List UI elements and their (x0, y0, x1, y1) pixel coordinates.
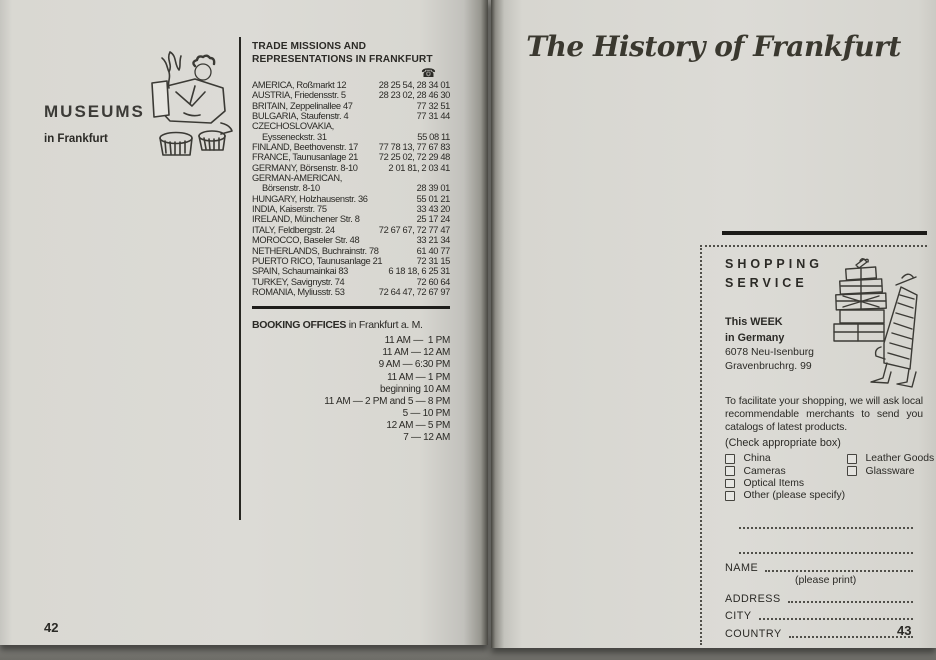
trade-mission-row (252, 287, 450, 297)
phone-icon-row (252, 66, 450, 80)
form-field (725, 625, 923, 640)
checkbox[interactable] (725, 491, 735, 501)
trade-mission-row (252, 101, 450, 111)
trade-mission-row (252, 256, 450, 266)
museums-subheading: in Frankfurt (44, 133, 108, 145)
trade-mission-label: GERMANY, Börsenstr. 8-10 (252, 162, 358, 173)
trade-mission-phone: 77 31 44 (416, 111, 450, 122)
booking-line-hours: 11 AM — 2 PM and 5 — 8 PM (324, 395, 450, 407)
shopping-service-box (700, 245, 935, 645)
booking-line-hours: 7 — 12 AM (403, 431, 450, 443)
checkbox-label: Optical Items (743, 477, 805, 489)
museum-listings (44, 196, 240, 206)
trade-mission-label: AMERICA, Roßmarkt 12 (252, 80, 347, 90)
trade-mission-label: IRELAND, Münchener Str. 8 (252, 214, 360, 225)
trade-mission-row (252, 90, 450, 100)
booking-line (252, 408, 450, 420)
checkbox-label: Other (please specify) (743, 490, 846, 502)
trade-mission-label: ITALY, Feldbergstr. 24 (252, 224, 335, 235)
shopping-intro-text: To facilitate your shopping, we will ask local recommendable merchants to send you catalogs of latest products. (725, 394, 923, 434)
booking-line-hours: 9 AM — 6:30 PM (378, 359, 450, 371)
shopping-address-line2: Gravenbruchrg. 99 (725, 361, 812, 372)
trade-mission-label: INDIA, Kaiserstr. 75 (252, 204, 327, 215)
form-write-line[interactable] (765, 561, 913, 572)
trade-mission-label: GERMAN-AMERICAN, (252, 173, 342, 184)
trade-mission-label: SPAIN, Schaumainkai 83 (252, 266, 348, 277)
trade-mission-row (252, 80, 450, 90)
checkbox[interactable] (725, 479, 735, 489)
trade-missions-heading-line1: TRADE MISSIONS AND (252, 41, 367, 52)
checkbox[interactable] (847, 454, 857, 464)
trade-mission-phone: 72 60 64 (416, 276, 450, 287)
trade-mission-phone: 33 43 20 (416, 204, 450, 215)
trade-mission-row (252, 142, 450, 152)
trade-mission-label: PUERTO RICO, Taunusanlage 21 (252, 255, 383, 266)
trade-mission-label: ROMANIA, Myliusstr. 53 (252, 286, 345, 297)
booking-offices-heading (252, 319, 450, 332)
right-page (491, 0, 936, 648)
shopping-service-heading-line2: SERVICE (725, 275, 808, 290)
checkbox-label: China (743, 453, 771, 465)
write-in-line[interactable] (739, 538, 913, 554)
trade-mission-row (252, 246, 450, 256)
shopping-address-line1: 6078 Neu-Isenburg (725, 346, 814, 358)
booking-line (252, 359, 450, 371)
checkbox-column-right (847, 453, 934, 478)
form-write-line[interactable] (789, 627, 913, 638)
form-field (725, 590, 923, 605)
trade-mission-label: NETHERLANDS, Buchrainstr. 78 (252, 245, 379, 256)
trade-mission-row (252, 111, 450, 121)
checkbox-instruction: (Check appropriate box) (725, 436, 841, 449)
checkbox-label: Cameras (743, 465, 786, 477)
booking-line-hours: 11 AM — 12 AM (382, 347, 450, 359)
trade-mission-label: CZECHOSLOVAKIA, (252, 121, 334, 132)
form-field-label: COUNTRY (725, 627, 782, 640)
section-divider-rule (722, 231, 927, 235)
trade-mission-phone: 55 08 11 (417, 131, 450, 142)
trade-mission-row (252, 204, 450, 214)
section-divider-rule (252, 306, 450, 309)
booking-line (252, 335, 450, 347)
booking-line (252, 396, 450, 408)
trade-mission-phone: 28 23 02, 28 46 30 (378, 90, 450, 101)
shopping-week-line1: This WEEK (725, 315, 783, 328)
package-carrier-illustration (826, 253, 921, 393)
trade-mission-label: BULGARIA, Staufenstr. 4 (252, 111, 349, 122)
trade-mission-phone: 72 25 02, 72 29 48 (378, 152, 450, 163)
trade-mission-label: MOROCCO, Baseler Str. 48 (252, 235, 360, 246)
form-field-note: (please print) (795, 574, 857, 587)
trade-mission-row (252, 163, 450, 173)
checkbox-label: Glassware (865, 465, 915, 477)
museums-heading: MUSEUMS (44, 102, 145, 121)
trade-mission-row (252, 132, 450, 142)
trade-mission-phone: 28 25 54, 28 34 01 (378, 80, 450, 90)
booking-line-hours: 11 AM — 1 PM (384, 335, 450, 347)
checkbox-item (725, 477, 923, 489)
booking-line (252, 347, 450, 359)
trade-mission-row (252, 235, 450, 245)
trade-mission-row (252, 194, 450, 204)
trade-mission-label: FRANCE, Taunusanlage 21 (252, 152, 358, 163)
booking-offices-list (252, 335, 450, 444)
booking-line (252, 372, 450, 384)
form-field-label: NAME (725, 562, 759, 575)
checkbox-label: Leather Goods (865, 453, 935, 465)
shopping-week-line2: in Germany (725, 331, 785, 344)
trade-mission-phone: 2 01 81, 2 03 41 (388, 162, 450, 173)
trade-mission-phone: 55 01 21 (416, 193, 450, 204)
checkbox-item (847, 453, 934, 465)
trade-mission-label: Börsenstr. 8-10 (262, 183, 320, 194)
booking-line (252, 384, 450, 396)
form-field-label: CITY (725, 610, 752, 623)
booking-line-hours: beginning 10 AM (379, 383, 450, 395)
phone-icon: ☎ (421, 66, 436, 80)
shopping-service-heading-line1: SHOPPING (725, 256, 823, 271)
checkbox[interactable] (725, 466, 735, 476)
trade-and-booking-column (252, 40, 450, 444)
column-divider-rule (239, 37, 241, 520)
trade-mission-label: BRITAIN, Zeppelinallee 47 (252, 100, 353, 111)
trade-mission-phone: 6 18 18, 6 25 31 (388, 266, 450, 277)
checkbox[interactable] (725, 454, 735, 464)
trade-mission-label: AUSTRIA, Friedensstr. 5 (252, 90, 346, 101)
shopping-service-section (700, 231, 935, 645)
history-title: The History of Frankfurt (526, 30, 901, 63)
booking-offices-heading-bold: BOOKING OFFICES (252, 319, 347, 332)
booking-line-hours: 12 AM — 5 PM (386, 419, 450, 431)
form-write-line[interactable] (788, 592, 913, 603)
booking-line-hours: 5 — 10 PM (402, 407, 450, 419)
form-write-line[interactable] (759, 609, 913, 620)
trade-mission-phone: 72 31 15 (416, 255, 450, 266)
page-number-right: 43 (897, 623, 912, 638)
trade-mission-row (252, 183, 450, 193)
write-in-line[interactable] (739, 513, 913, 529)
trade-missions-heading-line2: REPRESENTATIONS IN FRANKFURT (252, 54, 433, 65)
booking-offices-heading-rest: in Frankfurt a. M. (346, 319, 423, 332)
trade-missions-list (252, 80, 450, 297)
trade-mission-phone: 28 39 01 (416, 183, 450, 194)
checkbox-group (725, 453, 935, 504)
trade-mission-phone: 33 21 34 (416, 235, 450, 246)
trade-mission-phone: 72 67 67, 72 77 47 (378, 224, 450, 235)
booking-line (252, 432, 450, 444)
trade-mission-row (252, 225, 450, 235)
trade-mission-label: TURKEY, Savignystr. 74 (252, 276, 345, 287)
trade-mission-row (252, 214, 450, 224)
trade-mission-row (252, 152, 450, 162)
trade-mission-row (252, 121, 450, 131)
mail-in-form (725, 560, 923, 640)
trade-mission-label: FINLAND, Beethovenstr. 17 (252, 142, 358, 153)
trade-mission-phone: 25 17 24 (416, 214, 450, 225)
trade-mission-phone: 77 32 51 (416, 100, 450, 111)
trade-mission-row (252, 277, 450, 287)
checkbox[interactable] (847, 466, 857, 476)
form-field (725, 560, 923, 588)
trade-mission-phone: 77 78 13, 77 67 83 (378, 142, 450, 153)
trade-mission-row (252, 173, 450, 183)
form-field (725, 608, 923, 623)
trade-mission-row (252, 266, 450, 276)
trade-mission-label: HUNGARY, Holzhausenstr. 36 (252, 193, 368, 204)
trade-mission-phone: 61 40 77 (416, 245, 450, 256)
booking-line (252, 420, 450, 432)
trade-mission-label: Eysseneckstr. 31 (262, 131, 327, 142)
checkbox-item (725, 490, 923, 502)
booking-line-hours: 11 AM — 1 PM (387, 371, 450, 383)
form-field-label: ADDRESS (725, 592, 781, 605)
trade-mission-phone: 72 64 47, 72 67 97 (378, 286, 450, 297)
checkbox-item (847, 465, 934, 477)
page-number-left: 42 (44, 620, 59, 635)
